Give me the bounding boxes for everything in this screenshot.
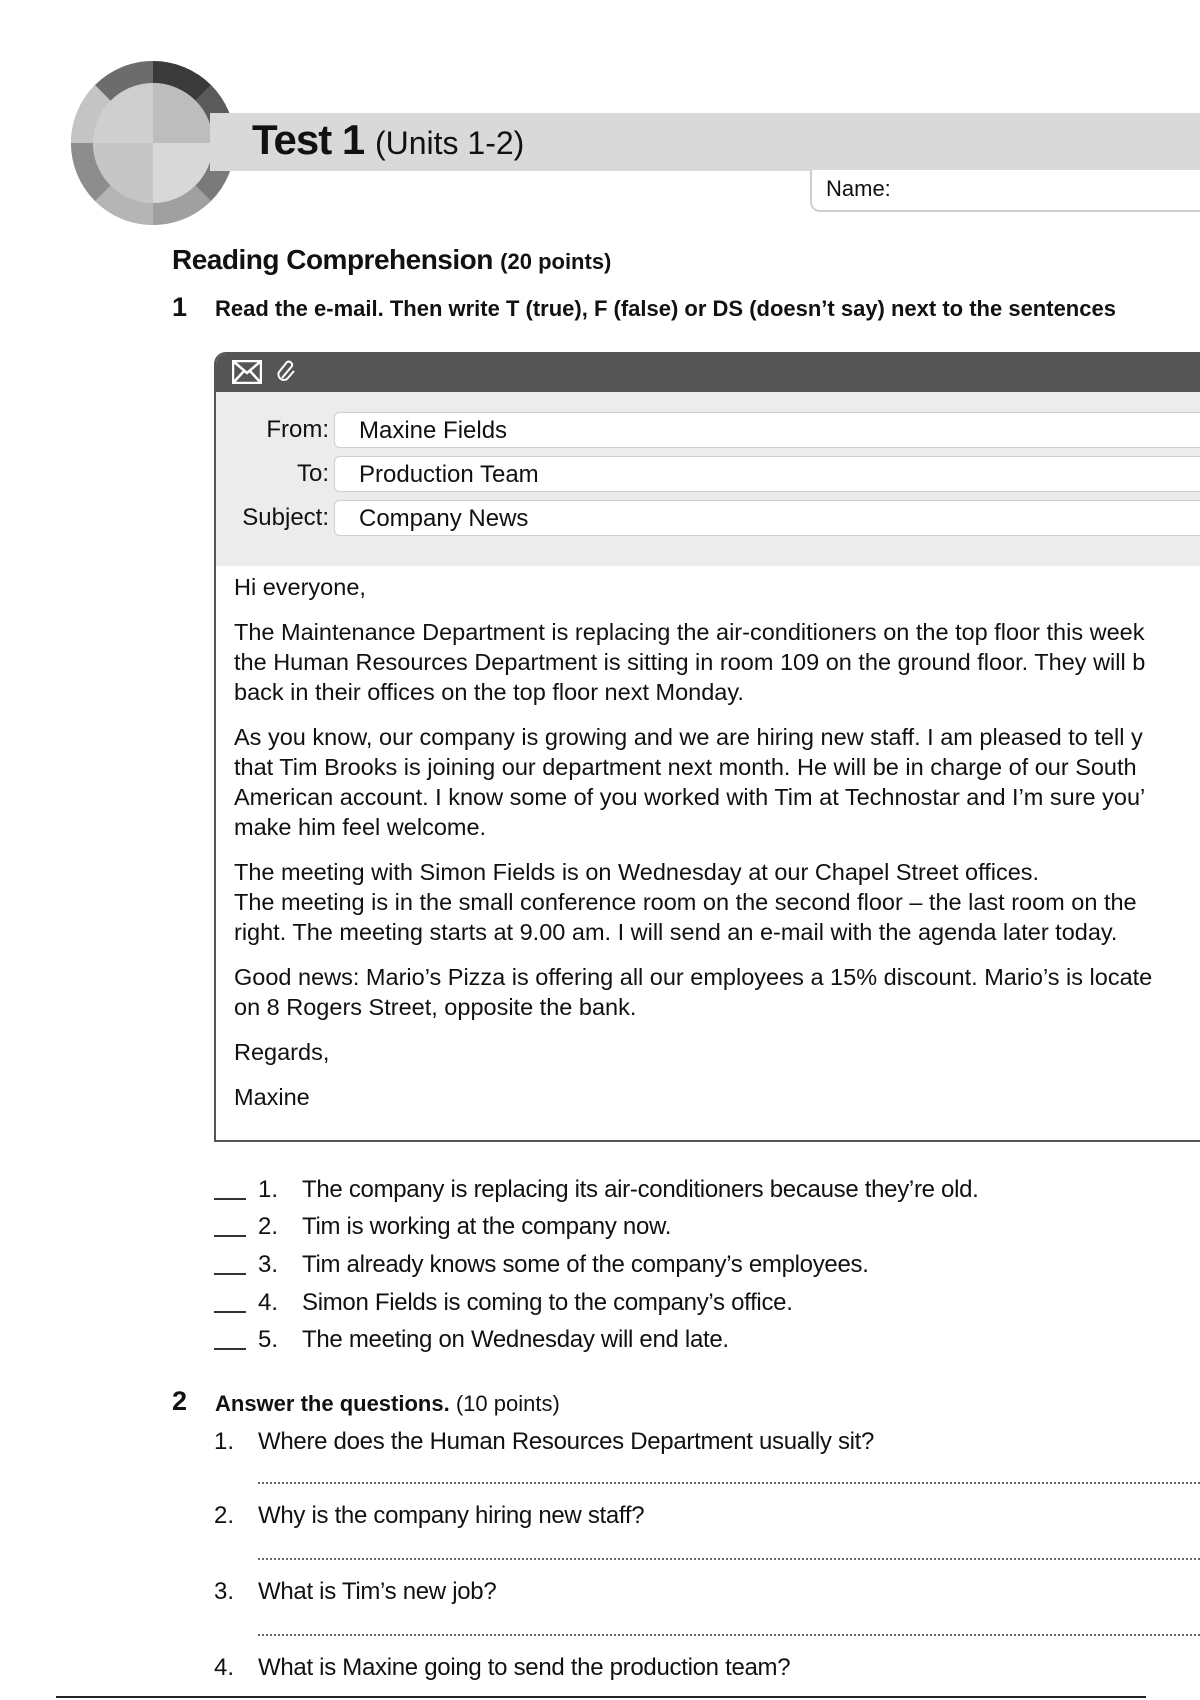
email-line: The meeting with Simon Fields is on Wednesday at our Chapel Street offices. <box>234 859 1040 885</box>
email-paragraph-1 <box>234 617 1200 707</box>
email-paragraph-2 <box>234 722 1200 842</box>
page-bottom-rule <box>56 1696 1146 1698</box>
item-text: Tim is working at the company now. <box>302 1213 672 1240</box>
answer-blank[interactable] <box>214 1311 246 1313</box>
answer-line[interactable] <box>258 1482 1200 1484</box>
email-window <box>214 352 1200 1142</box>
email-line: on 8 Rogers Street, opposite the bank. <box>234 994 637 1020</box>
test-title <box>252 116 524 164</box>
exercise-2-number: 2 <box>172 1386 188 1416</box>
subject-value: Company News <box>359 505 529 532</box>
question-number: 4. <box>214 1654 235 1681</box>
item-number: 3. <box>258 1251 279 1278</box>
email-line: Good news: Mario’s Pizza is offering all our employees a 15% discount. Mario’s is locate <box>234 964 1153 990</box>
email-closing: Regards, <box>234 1039 330 1065</box>
email-line: The meeting is in the small conference room on the second floor – the last room on the <box>234 889 1137 915</box>
section-title <box>172 244 611 276</box>
question-text: What is Maxine going to send the production team? <box>258 1654 791 1681</box>
to-row <box>216 456 1200 492</box>
exercise-2-points: (10 points) <box>455 1391 560 1416</box>
email-line: make him feel welcome. <box>234 814 487 840</box>
from-label: From: <box>266 416 329 443</box>
answer-blank[interactable] <box>214 1348 246 1350</box>
email-line: right. The meeting starts at 9.00 am. I will send an e-mail with the agenda later today. <box>234 919 1118 945</box>
subject-label: Subject: <box>242 504 329 531</box>
exercise-1-instruction: Read the e-mail. Then write T (true), F (false) or DS (doesn’t say) next to the sentences <box>215 296 1116 321</box>
exercise-2-instruction-text: Answer the questions. <box>215 1391 450 1416</box>
answer-blank[interactable] <box>214 1273 246 1275</box>
section-points: (20 points) <box>500 249 612 274</box>
item-text: Simon Fields is coming to the company’s office. <box>302 1289 793 1316</box>
question-text: What is Tim’s new job? <box>258 1578 497 1605</box>
section-title-text: Reading Comprehension <box>172 244 493 275</box>
answer-blank[interactable] <box>214 1235 246 1237</box>
item-number: 5. <box>258 1326 279 1353</box>
envelope-icon[interactable] <box>232 360 262 390</box>
paperclip-icon[interactable] <box>276 360 298 390</box>
from-value: Maxine Fields <box>359 417 508 444</box>
email-line: As you know, our company is growing and we are hiring new staff. I am pleased to tell y <box>234 724 1143 750</box>
email-header <box>216 392 1200 566</box>
email-line: The Maintenance Department is replacing the air-conditioners on the top floor this week <box>234 619 1145 645</box>
name-field[interactable] <box>810 170 1200 212</box>
from-field[interactable] <box>334 412 1200 448</box>
email-toolbar <box>216 354 1200 392</box>
email-paragraph-4 <box>234 962 1200 1022</box>
to-field[interactable] <box>334 456 1200 492</box>
test-units: (Units 1-2) <box>374 125 525 161</box>
answer-line[interactable] <box>258 1634 1200 1636</box>
email-body <box>234 572 1200 1127</box>
item-text: The meeting on Wednesday will end late. <box>302 1326 729 1353</box>
answer-blank[interactable] <box>214 1198 246 1200</box>
name-label: Name: <box>826 176 891 201</box>
question-number: 2. <box>214 1502 235 1529</box>
email-signature: Maxine <box>234 1084 310 1110</box>
subject-field[interactable] <box>334 500 1200 536</box>
item-text: The company is replacing its air-conditioners because they’re old. <box>302 1176 979 1203</box>
question-text: Where does the Human Resources Department usually sit? <box>258 1428 875 1455</box>
item-number: 1. <box>258 1176 279 1203</box>
email-paragraph-3 <box>234 857 1200 947</box>
email-line: that Tim Brooks is joining our department next month. He will be in charge of our South <box>234 754 1137 780</box>
email-greeting: Hi everyone, <box>234 574 366 600</box>
answer-line[interactable] <box>258 1558 1200 1560</box>
test-title-main: Test 1 <box>252 116 365 163</box>
item-number: 2. <box>258 1213 279 1240</box>
email-line: back in their offices on the top floor next Monday. <box>234 679 744 705</box>
email-line: the Human Resources Department is sitting in room 109 on the ground floor. They will b <box>234 649 1146 675</box>
exercise-1-number: 1 <box>172 292 188 322</box>
to-label: To: <box>296 460 329 487</box>
question-number: 1. <box>214 1428 235 1455</box>
item-text: Tim already knows some of the company’s employees. <box>302 1251 869 1278</box>
to-value: Production Team <box>359 461 539 488</box>
from-row <box>216 412 1200 448</box>
item-number: 4. <box>258 1289 279 1316</box>
question-text: Why is the company hiring new staff? <box>258 1502 645 1529</box>
email-line: American account. I know some of you worked with Tim at Technostar and I’m sure you’ <box>234 784 1146 810</box>
question-number: 3. <box>214 1578 235 1605</box>
subject-row <box>216 500 1200 536</box>
exercise-2-instruction <box>215 1391 560 1417</box>
